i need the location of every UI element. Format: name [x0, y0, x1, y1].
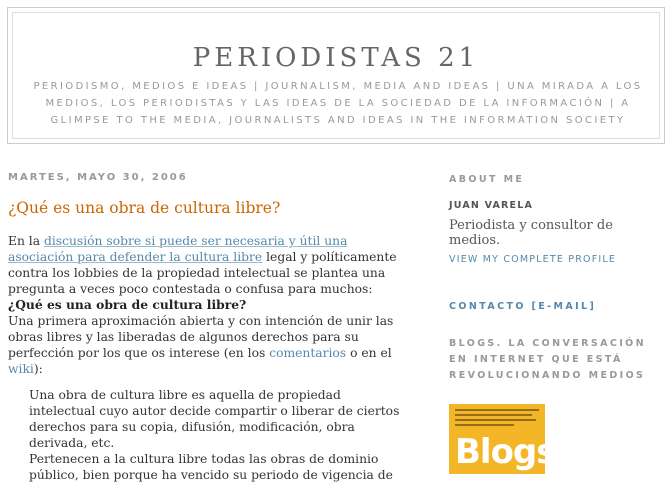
view-profile-link[interactable]: VIEW MY COMPLETE PROFILE [449, 254, 617, 265]
sidebar [449, 172, 664, 472]
blog-header [7, 7, 665, 144]
contact-heading [449, 299, 664, 315]
post-text: ): [33, 362, 43, 376]
about-heading: ABOUT ME [449, 174, 525, 185]
post-text: Una primera aproximación abierta y con intención de unir las obras libres y las liberadas de algunos derechos para su perfección por los que os interese (en los [8, 314, 394, 360]
post-title[interactable]: ¿Qué es una obra de cultura libre? [8, 199, 281, 217]
contact-email-link[interactable]: CONTACTO [E-MAIL] [449, 301, 597, 312]
post-question: ¿Qué es una obra de cultura libre? [8, 297, 247, 312]
blog-header-inner [12, 12, 660, 139]
book-cover-title: Blogs [455, 432, 556, 472]
post-blockquote [29, 387, 403, 483]
comments-link[interactable]: comentarios [269, 346, 347, 360]
profile-name: JUAN VARELA [449, 200, 534, 211]
main-column [8, 172, 403, 483]
post-body [8, 233, 403, 483]
quote-text: Una obra de cultura libre es aquella de propiedad intelectual cuyo autor decide compartir o liberar de ciertos derechos para su copia, difusión, modificación, obra derivada, etc. [29, 388, 400, 450]
post-date: MARTES, MAYO 30, 2006 [8, 172, 188, 183]
discussion-link[interactable]: discusión sobre si puede ser necesaria y útil una asociación para defender la cultura libre [8, 234, 348, 264]
post-text: o en el [346, 346, 392, 360]
blog-description: PERIODISMO, MEDIOS E IDEAS | JOURNALISM, MEDIA AND IDEAS | UNA MIRADA A LOS MEDIOS, LOS PERIODISTAS Y LAS IDEAS DE LA SOCIEDAD DE LA INFORMACIÓN | A GLIMPSE TO THE MEDIA, JOURNALISTS AND IDEAS IN THE INFORMATION SOCIETY [33, 81, 643, 126]
post-text: legal y políticamente contra los lobbies de la propiedad intelectual se plantea una pregunta a veces poco contestada o confusa para muchos: [8, 250, 397, 296]
blogs-heading-bold: BLOGS [449, 338, 497, 349]
post-text: En la [8, 234, 44, 248]
book-cover-text-lines [455, 409, 539, 429]
blogs-heading-text: . LA CONVERSACIÓN EN INTERNET QUE ESTÁ REVOLUCIONANDO MEDIOS [449, 338, 646, 381]
quote-text: Pertenecen a la cultura libre todas las obras de dominio público, bien porque ha vencido su periodo de vigencia de [29, 452, 393, 482]
blogs-heading [449, 336, 664, 384]
profile-bio: Periodista y consultor de medios. [449, 218, 613, 248]
blog-title[interactable]: PERIODISTAS 21 [192, 43, 480, 73]
wiki-link[interactable]: wiki [8, 362, 34, 376]
book-cover-image[interactable] [449, 404, 556, 474]
